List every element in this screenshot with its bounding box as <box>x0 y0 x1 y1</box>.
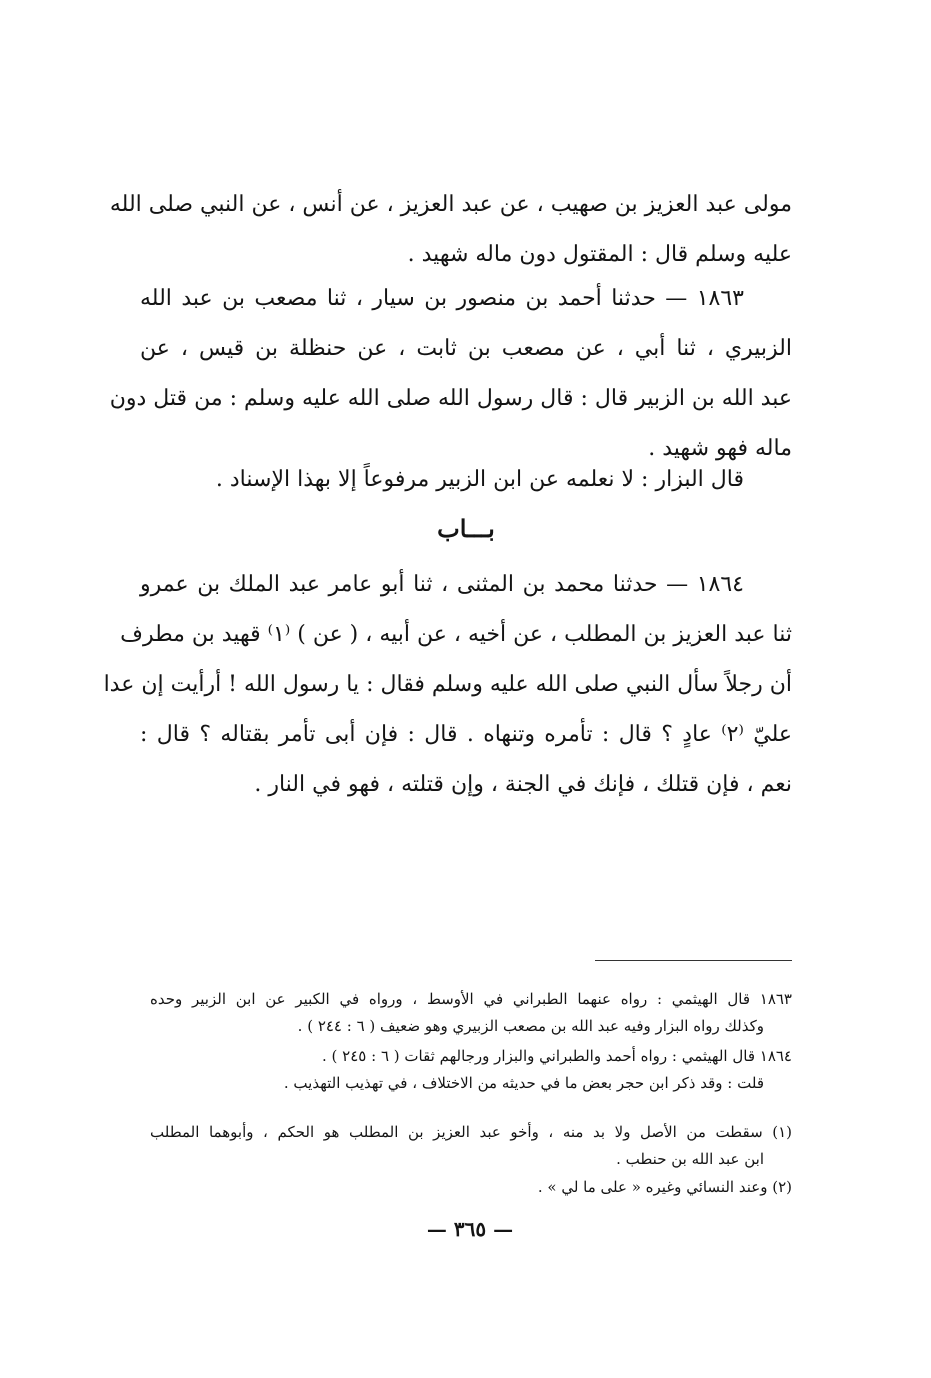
paragraph-continuation <box>109 180 792 280</box>
footnote-line: وكذلك رواه البزار وفيه عبد الله بن مصعب الزبيري وهو ضعيف ( ٦ : ٢٤٤ ) . <box>297 1017 764 1035</box>
text-line: الزبيري ، ثنا أبي ، عن مصعب بن ثابت ، عن حنظلة بن قيس ، عن <box>140 336 792 361</box>
page-number: — ٣٦٥ — <box>426 1217 514 1241</box>
text-line: عبد الله بن الزبير قال : قال رسول الله صلى الله عليه وسلم : من قتل دون <box>109 386 792 411</box>
text-line: أن رجلاً سأل النبي صلى الله عليه وسلم فقال : يا رسول الله ! أرأيت إن عدا <box>103 672 792 697</box>
footnote-line: (٢) وعند النسائي وغيره « على ما لي » . <box>537 1178 792 1196</box>
footnote-line: قلت : وقد ذكر ابن حجر بعض ما في حديثه من الاختلاف ، في تهذيب التهذيب . <box>283 1074 764 1092</box>
footnote-line: ابن عبد الله بن حنطب . <box>616 1150 764 1168</box>
text-line: ثنا عبد العزيز بن المطلب ، عن أخيه ، عن أبيه ، ( عن ) ⁽١⁾ قهيد بن مطرف <box>120 622 792 647</box>
footnote-1864 <box>150 1043 792 1097</box>
text-line: عليه وسلم قال : المقتول دون ماله شهيد . <box>407 242 792 267</box>
footnote-line: ١٨٦٤ قال الهيثمي : رواه أحمد والطبراني والبزار ورجالهم ثقات ( ٦ : ٢٤٥ ) . <box>322 1047 792 1065</box>
text-line: عليّ ⁽٢⁾ عادٍ ؟ قال : تأمره وتنهاه . قال : فإن أبى تأمر بقتاله ؟ قال : <box>140 722 793 747</box>
text-line: ماله فهو شهيد . <box>648 436 792 461</box>
footnote-line: ١٨٦٣ قال الهيثمي : رواه عنهما الطبراني في الأوسط ، ورواه في الكبير عن ابن الزبير وحده <box>150 990 792 1008</box>
text-line: ١٨٦٣ — حدثنا أحمد بن منصور بن سيار ، ثنا مصعب بن عبد الله <box>140 286 744 311</box>
section-heading: بـــاب <box>437 514 495 543</box>
footnote-separator <box>595 960 792 961</box>
footnote-2 <box>150 1174 792 1201</box>
text-line: ١٨٦٤ — حدثنا محمد بن المثنى ، ثنا أبو عامر عبد الملك بن عمرو <box>140 572 744 597</box>
footnote-line: (١) سقطت من الأصل ولا بد منه ، وأخو عبد العزيز بن المطلب هو الحكم ، وأبوهما المطلب <box>150 1123 792 1141</box>
footnote-1 <box>150 1119 792 1173</box>
text-line: قال البزار : لا نعلمه عن ابن الزبير مرفوعاً إلا بهذا الإسناد . <box>215 467 744 492</box>
footnote-1863 <box>150 986 792 1040</box>
hadith-1863 <box>109 274 792 474</box>
text-line: نعم ، فإن قتلك ، فإنك في الجنة ، وإن قتلته ، فهو في النار . <box>254 772 792 797</box>
hadith-1864 <box>103 560 793 810</box>
text-line: مولى عبد العزيز بن صهيب ، عن عبد العزيز ، عن أنس ، عن النبي صلى الله <box>109 192 792 217</box>
bazzar-comment <box>140 455 792 505</box>
